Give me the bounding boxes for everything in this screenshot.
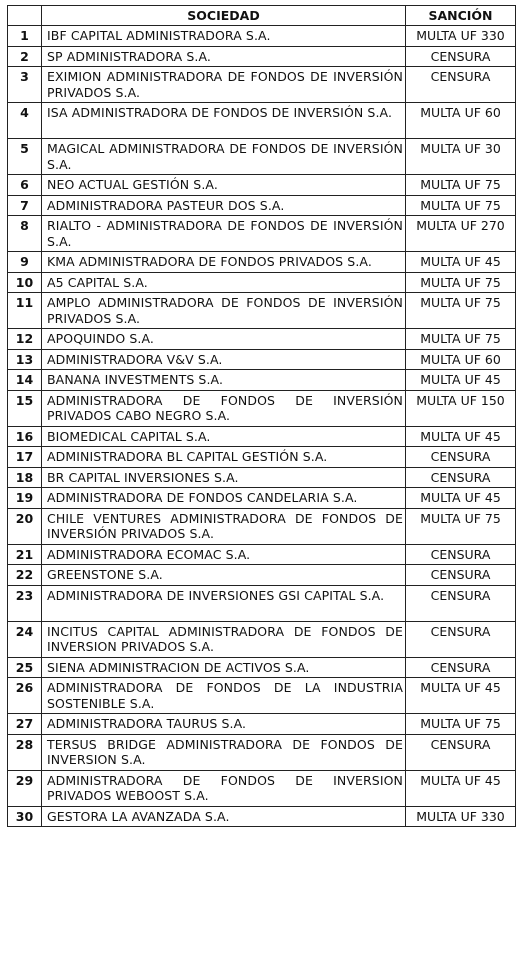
row-number: 22 (8, 565, 42, 586)
table-row (8, 252, 516, 273)
row-sancion: CENSURA (406, 734, 516, 770)
row-number: 23 (8, 585, 42, 621)
row-sociedad: BANANA INVESTMENTS S.A. (42, 370, 406, 391)
row-number: 26 (8, 678, 42, 714)
row-sociedad: APOQUINDO S.A. (42, 329, 406, 350)
row-sociedad: ADMINISTRADORA DE FONDOS DE LA INDUSTRIA SOSTENIBLE S.A. (42, 678, 406, 714)
row-number: 24 (8, 621, 42, 657)
row-number: 5 (8, 139, 42, 175)
header-sancion: SANCIÓN (406, 6, 516, 26)
table-row (8, 508, 516, 544)
row-number: 16 (8, 426, 42, 447)
row-sancion: MULTA UF 150 (406, 390, 516, 426)
row-sancion: MULTA UF 45 (406, 770, 516, 806)
row-sociedad: ADMINISTRADORA PASTEUR DOS S.A. (42, 195, 406, 216)
row-number: 21 (8, 544, 42, 565)
table-row (8, 544, 516, 565)
row-sociedad: SIENA ADMINISTRACION DE ACTIVOS S.A. (42, 657, 406, 678)
row-sociedad: RIALTO - ADMINISTRADORA DE FONDOS DE INVERSIÓN S.A. (42, 216, 406, 252)
row-sancion: CENSURA (406, 621, 516, 657)
table-row (8, 195, 516, 216)
row-sociedad: NEO ACTUAL GESTIÓN S.A. (42, 175, 406, 196)
table-row (8, 46, 516, 67)
row-number: 30 (8, 806, 42, 827)
row-number: 13 (8, 349, 42, 370)
row-sancion: CENSURA (406, 447, 516, 468)
row-sancion: CENSURA (406, 467, 516, 488)
row-sociedad: CHILE VENTURES ADMINISTRADORA DE FONDOS DE INVERSIÓN PRIVADOS S.A. (42, 508, 406, 544)
row-sociedad: SP ADMINISTRADORA S.A. (42, 46, 406, 67)
row-sociedad: ADMINISTRADORA DE INVERSIONES GSI CAPITAL S.A. (42, 585, 406, 621)
table-row (8, 216, 516, 252)
row-sancion: MULTA UF 75 (406, 195, 516, 216)
row-sancion: MULTA UF 45 (406, 370, 516, 391)
row-number: 10 (8, 272, 42, 293)
row-sociedad: ADMINISTRADORA BL CAPITAL GESTIÓN S.A. (42, 447, 406, 468)
row-number: 25 (8, 657, 42, 678)
row-sancion: MULTA UF 45 (406, 252, 516, 273)
row-sociedad: ADMINISTRADORA DE FONDOS DE INVERSION PRIVADOS WEBOOST S.A. (42, 770, 406, 806)
table-row (8, 585, 516, 621)
row-sociedad: BIOMEDICAL CAPITAL S.A. (42, 426, 406, 447)
row-sociedad: ISA ADMINISTRADORA DE FONDOS DE INVERSIÓN S.A. (42, 103, 406, 139)
table-row (8, 770, 516, 806)
row-sancion: MULTA UF 75 (406, 272, 516, 293)
row-sociedad: KMA ADMINISTRADORA DE FONDOS PRIVADOS S.A. (42, 252, 406, 273)
row-sociedad: ADMINISTRADORA ECOMAC S.A. (42, 544, 406, 565)
row-sancion: MULTA UF 330 (406, 26, 516, 47)
row-sancion: MULTA UF 30 (406, 139, 516, 175)
header-number (8, 6, 42, 26)
row-number: 6 (8, 175, 42, 196)
row-sancion: MULTA UF 75 (406, 329, 516, 350)
row-sancion: CENSURA (406, 657, 516, 678)
table-body (8, 26, 516, 827)
row-sancion: MULTA UF 75 (406, 714, 516, 735)
table-row (8, 293, 516, 329)
table-row (8, 390, 516, 426)
row-sancion: MULTA UF 60 (406, 103, 516, 139)
row-sancion: MULTA UF 75 (406, 508, 516, 544)
row-sancion: MULTA UF 75 (406, 293, 516, 329)
row-number: 18 (8, 467, 42, 488)
row-sociedad: BR CAPITAL INVERSIONES S.A. (42, 467, 406, 488)
table-row (8, 67, 516, 103)
row-sancion: MULTA UF 45 (406, 426, 516, 447)
table-row (8, 734, 516, 770)
table-row (8, 329, 516, 350)
row-number: 19 (8, 488, 42, 509)
row-number: 28 (8, 734, 42, 770)
row-sociedad: A5 CAPITAL S.A. (42, 272, 406, 293)
row-sancion: MULTA UF 60 (406, 349, 516, 370)
row-sociedad: AMPLO ADMINISTRADORA DE FONDOS DE INVERSIÓN PRIVADOS S.A. (42, 293, 406, 329)
table-row (8, 447, 516, 468)
row-sociedad: GESTORA LA AVANZADA S.A. (42, 806, 406, 827)
row-number: 20 (8, 508, 42, 544)
table-row (8, 565, 516, 586)
table-row (8, 175, 516, 196)
header-row (8, 6, 516, 26)
table-row (8, 349, 516, 370)
row-sancion: CENSURA (406, 565, 516, 586)
row-sociedad: ADMINISTRADORA V&V S.A. (42, 349, 406, 370)
row-sociedad: ADMINISTRADORA DE FONDOS CANDELARIA S.A. (42, 488, 406, 509)
row-number: 17 (8, 447, 42, 468)
row-number: 14 (8, 370, 42, 391)
table-row (8, 806, 516, 827)
row-sancion: CENSURA (406, 544, 516, 565)
sanctions-document (7, 5, 515, 827)
table-row (8, 621, 516, 657)
table-row (8, 370, 516, 391)
table-row (8, 103, 516, 139)
row-sociedad: GREENSTONE S.A. (42, 565, 406, 586)
row-sancion: CENSURA (406, 46, 516, 67)
row-sancion: MULTA UF 330 (406, 806, 516, 827)
row-number: 29 (8, 770, 42, 806)
table-row (8, 26, 516, 47)
row-sancion: MULTA UF 45 (406, 678, 516, 714)
sanctions-table (7, 5, 516, 827)
table-row (8, 488, 516, 509)
row-sancion: MULTA UF 270 (406, 216, 516, 252)
row-number: 27 (8, 714, 42, 735)
row-number: 7 (8, 195, 42, 216)
table-row (8, 678, 516, 714)
row-sancion: MULTA UF 75 (406, 175, 516, 196)
table-row (8, 426, 516, 447)
row-sancion: MULTA UF 45 (406, 488, 516, 509)
table-row (8, 467, 516, 488)
row-sociedad: TERSUS BRIDGE ADMINISTRADORA DE FONDOS DE INVERSION S.A. (42, 734, 406, 770)
row-sociedad: ADMINISTRADORA TAURUS S.A. (42, 714, 406, 735)
row-number: 4 (8, 103, 42, 139)
table-row (8, 272, 516, 293)
row-number: 15 (8, 390, 42, 426)
table-row (8, 139, 516, 175)
row-sociedad: MAGICAL ADMINISTRADORA DE FONDOS DE INVERSIÓN S.A. (42, 139, 406, 175)
row-sociedad: EXIMION ADMINISTRADORA DE FONDOS DE INVERSIÓN PRIVADOS S.A. (42, 67, 406, 103)
row-number: 2 (8, 46, 42, 67)
row-number: 8 (8, 216, 42, 252)
row-sociedad: IBF CAPITAL ADMINISTRADORA S.A. (42, 26, 406, 47)
table-row (8, 714, 516, 735)
row-number: 9 (8, 252, 42, 273)
row-number: 12 (8, 329, 42, 350)
row-number: 3 (8, 67, 42, 103)
header-sociedad: SOCIEDAD (42, 6, 406, 26)
table-row (8, 657, 516, 678)
row-sancion: CENSURA (406, 585, 516, 621)
row-number: 1 (8, 26, 42, 47)
row-sancion: CENSURA (406, 67, 516, 103)
row-sociedad: INCITUS CAPITAL ADMINISTRADORA DE FONDOS DE INVERSION PRIVADOS S.A. (42, 621, 406, 657)
row-sociedad: ADMINISTRADORA DE FONDOS DE INVERSIÓN PRIVADOS CABO NEGRO S.A. (42, 390, 406, 426)
row-number: 11 (8, 293, 42, 329)
